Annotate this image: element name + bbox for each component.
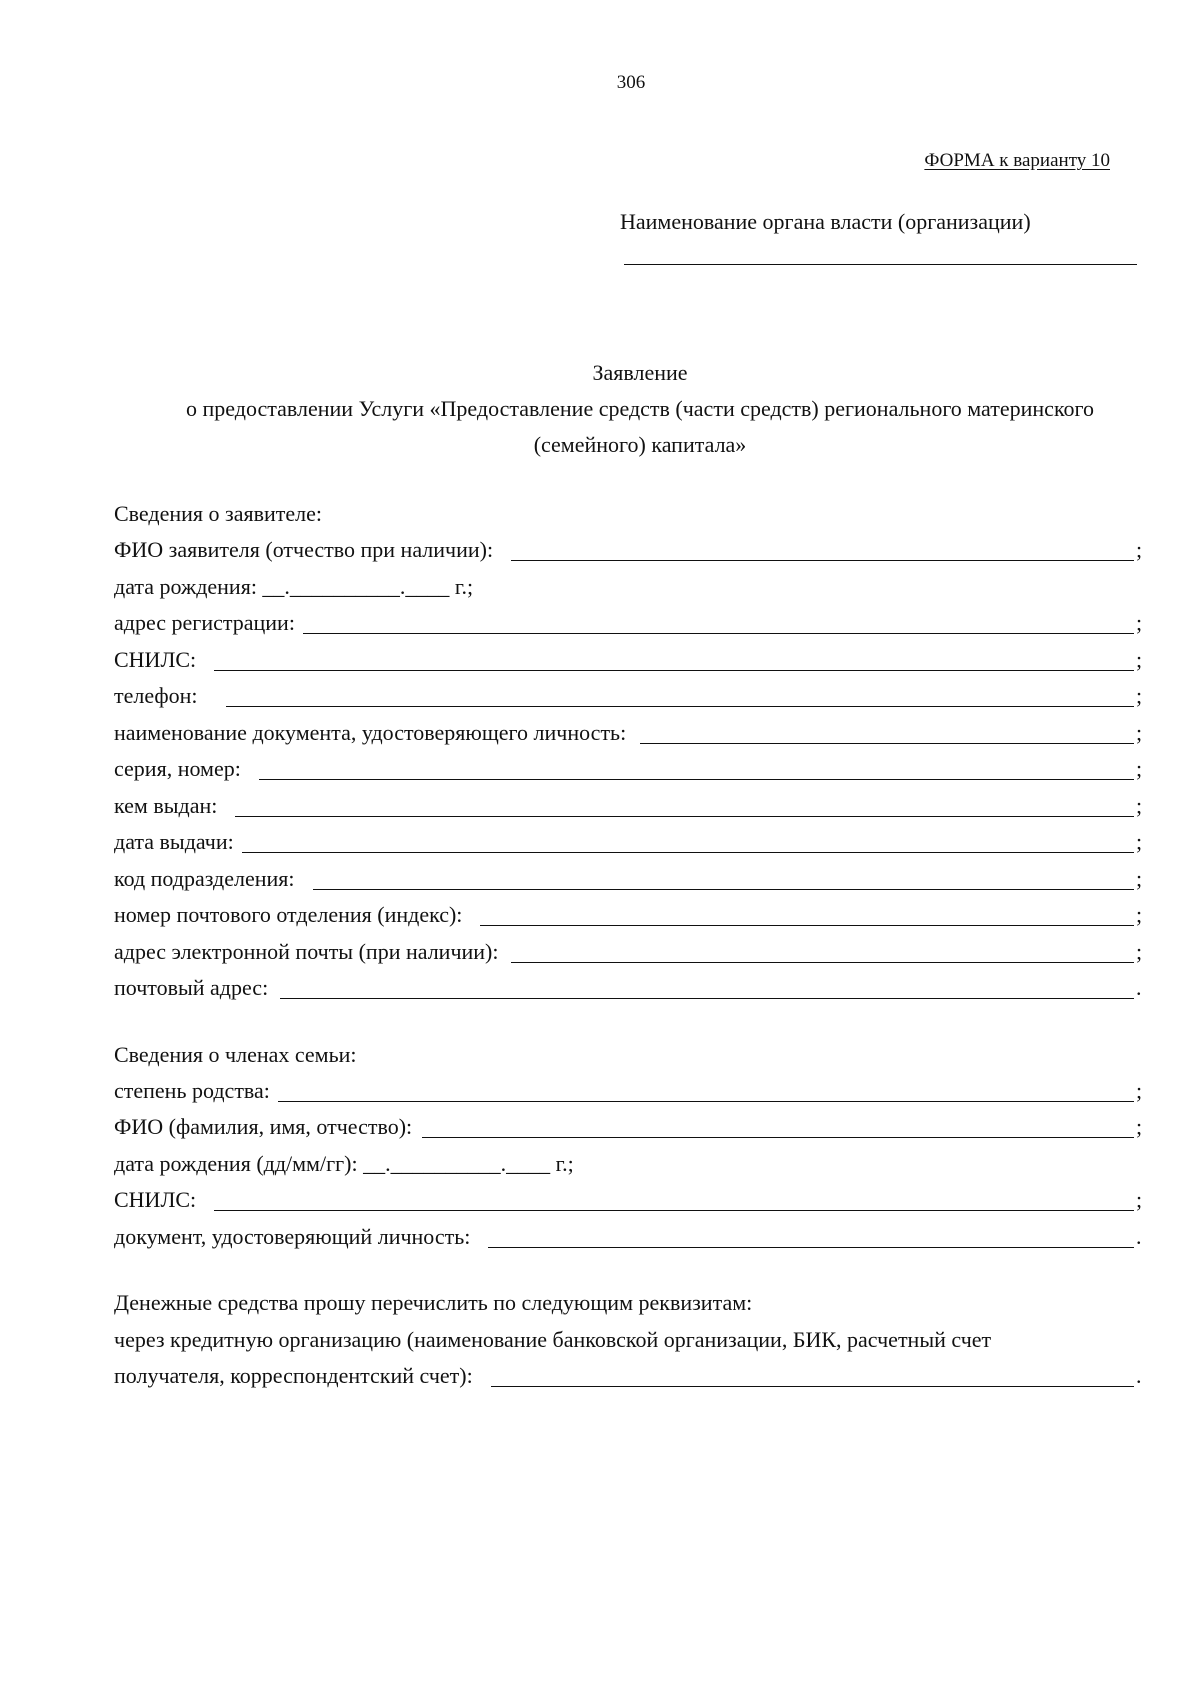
family-snils-label: СНИЛС: [114,1187,197,1212]
applicant-issued-by-row [114,788,1146,825]
heading-line-1: Заявление [592,360,688,385]
applicant-fio-label: ФИО заявителя (отчество при наличии): [114,537,494,562]
row-end-semicolon: ; [1136,1187,1143,1212]
row-end-semicolon: ; [1136,829,1143,854]
applicant-section-title: Сведения о заявителе: [114,501,323,526]
applicant-series-row [114,751,1146,788]
family-fio-label: ФИО (фамилия, имя, отчество): [114,1114,413,1139]
applicant-id-doc-row [114,715,1146,752]
applicant-reg-address-label: адрес регистрации: [114,610,295,635]
applicant-issue-date-label: дата выдачи: [114,829,234,854]
payment-intro: Денежные средства прошу перечислить по следующим реквизитам: [114,1290,753,1315]
family-snils-row [114,1182,1146,1219]
payment-via-bank: через кредитную организацию (наименование банковской организации, БИК, расчетный счет [114,1326,992,1352]
family-snils-field[interactable] [214,1188,1134,1211]
applicant-birth-date-row [114,569,1146,606]
row-end-semicolon: ; [1136,683,1143,708]
org-block [620,208,1140,265]
applicant-phone-field[interactable] [226,684,1134,707]
row-end-period: . [1136,975,1142,1000]
row-end-semicolon: ; [1136,610,1143,635]
applicant-issued-by-label: кем выдан: [114,792,218,818]
applicant-issued-by-field[interactable] [235,794,1134,817]
row-end-semicolon: ; [1136,756,1143,781]
family-birth-date-row [114,1146,1146,1183]
applicant-division-code-field[interactable] [313,867,1134,890]
section-spacer [114,1007,1146,1037]
applicant-postal-index-row [114,897,1146,934]
applicant-division-code-label: код подразделения: [114,865,295,891]
form-variant-label: ФОРМА к варианту 10 [924,150,1110,171]
applicant-series-field[interactable] [259,757,1134,780]
applicant-fio-field[interactable] [511,538,1134,561]
document-heading [100,355,1180,463]
applicant-id-doc-field[interactable] [640,721,1134,744]
row-end-semicolon: ; [1136,1114,1143,1139]
applicant-birth-date-field[interactable]: дата рождения: __.__________.____ г.; [114,573,474,599]
family-relation-label: степень родства: [114,1077,270,1103]
row-end-semicolon: ; [1136,719,1143,745]
applicant-reg-address-row [114,605,1146,642]
applicant-postal-index-label: номер почтового отделения (индекс): [114,902,463,927]
section-spacer [114,1255,1146,1285]
applicant-email-field[interactable] [511,940,1135,963]
org-name-field[interactable] [624,264,1137,265]
applicant-postal-address-field[interactable] [280,976,1134,999]
page-number: 306 [616,72,646,93]
heading-line-3: (семейного) капитала» [533,432,747,457]
applicant-issue-date-row [114,824,1146,861]
applicant-snils-row [114,642,1146,679]
row-end-semicolon: ; [1136,1077,1143,1103]
row-end-semicolon: ; [1136,792,1143,818]
row-end-semicolon: ; [1136,646,1143,672]
row-end-semicolon: ; [1136,865,1143,891]
family-id-doc-field[interactable] [488,1225,1134,1248]
applicant-snils-field[interactable] [214,648,1134,671]
family-section-title: Сведения о членах семьи: [114,1041,357,1067]
applicant-postal-index-field[interactable] [480,903,1134,926]
payment-recipient-label: получателя, корреспондентский счет): [114,1363,473,1388]
applicant-email-label: адрес электронной почты (при наличии): [114,938,499,964]
family-fio-field[interactable] [422,1115,1134,1138]
heading-line-2: о предоставлении Услуги «Предоставление средств (части средств) регионального материнского [186,396,1094,421]
family-id-doc-row [114,1219,1146,1256]
org-title: Наименование органа власти (организации) [620,209,1031,234]
row-end-semicolon: ; [1136,938,1143,964]
row-end-semicolon: ; [1136,902,1143,927]
applicant-phone-label: телефон: [114,683,198,708]
applicant-snils-label: СНИЛС: [114,646,197,672]
applicant-phone-row [114,678,1146,715]
applicant-issue-date-field[interactable] [242,830,1134,853]
family-birth-date-field[interactable]: дата рождения (дд/мм/гг): __.__________.____ г.; [114,1150,574,1176]
row-end-period: . [1136,1223,1142,1249]
payment-recipient-row [114,1358,1146,1395]
family-relation-row [114,1073,1146,1110]
applicant-email-row [114,934,1146,971]
applicant-fio-row [114,532,1146,569]
applicant-series-label: серия, номер: [114,756,241,781]
payment-recipient-field[interactable] [491,1364,1134,1387]
family-id-doc-label: документ, удостоверяющий личность: [114,1223,471,1249]
row-end-period: . [1136,1363,1142,1388]
family-fio-row [114,1109,1146,1146]
applicant-postal-address-row [114,970,1146,1007]
form-body [114,496,1146,1395]
row-end-semicolon: ; [1136,537,1143,562]
family-relation-field[interactable] [278,1079,1134,1102]
applicant-reg-address-field[interactable] [303,611,1134,634]
applicant-postal-address-label: почтовый адрес: [114,975,269,1000]
applicant-id-doc-label: наименование документа, удостоверяющего личность: [114,719,627,745]
applicant-division-code-row [114,861,1146,898]
